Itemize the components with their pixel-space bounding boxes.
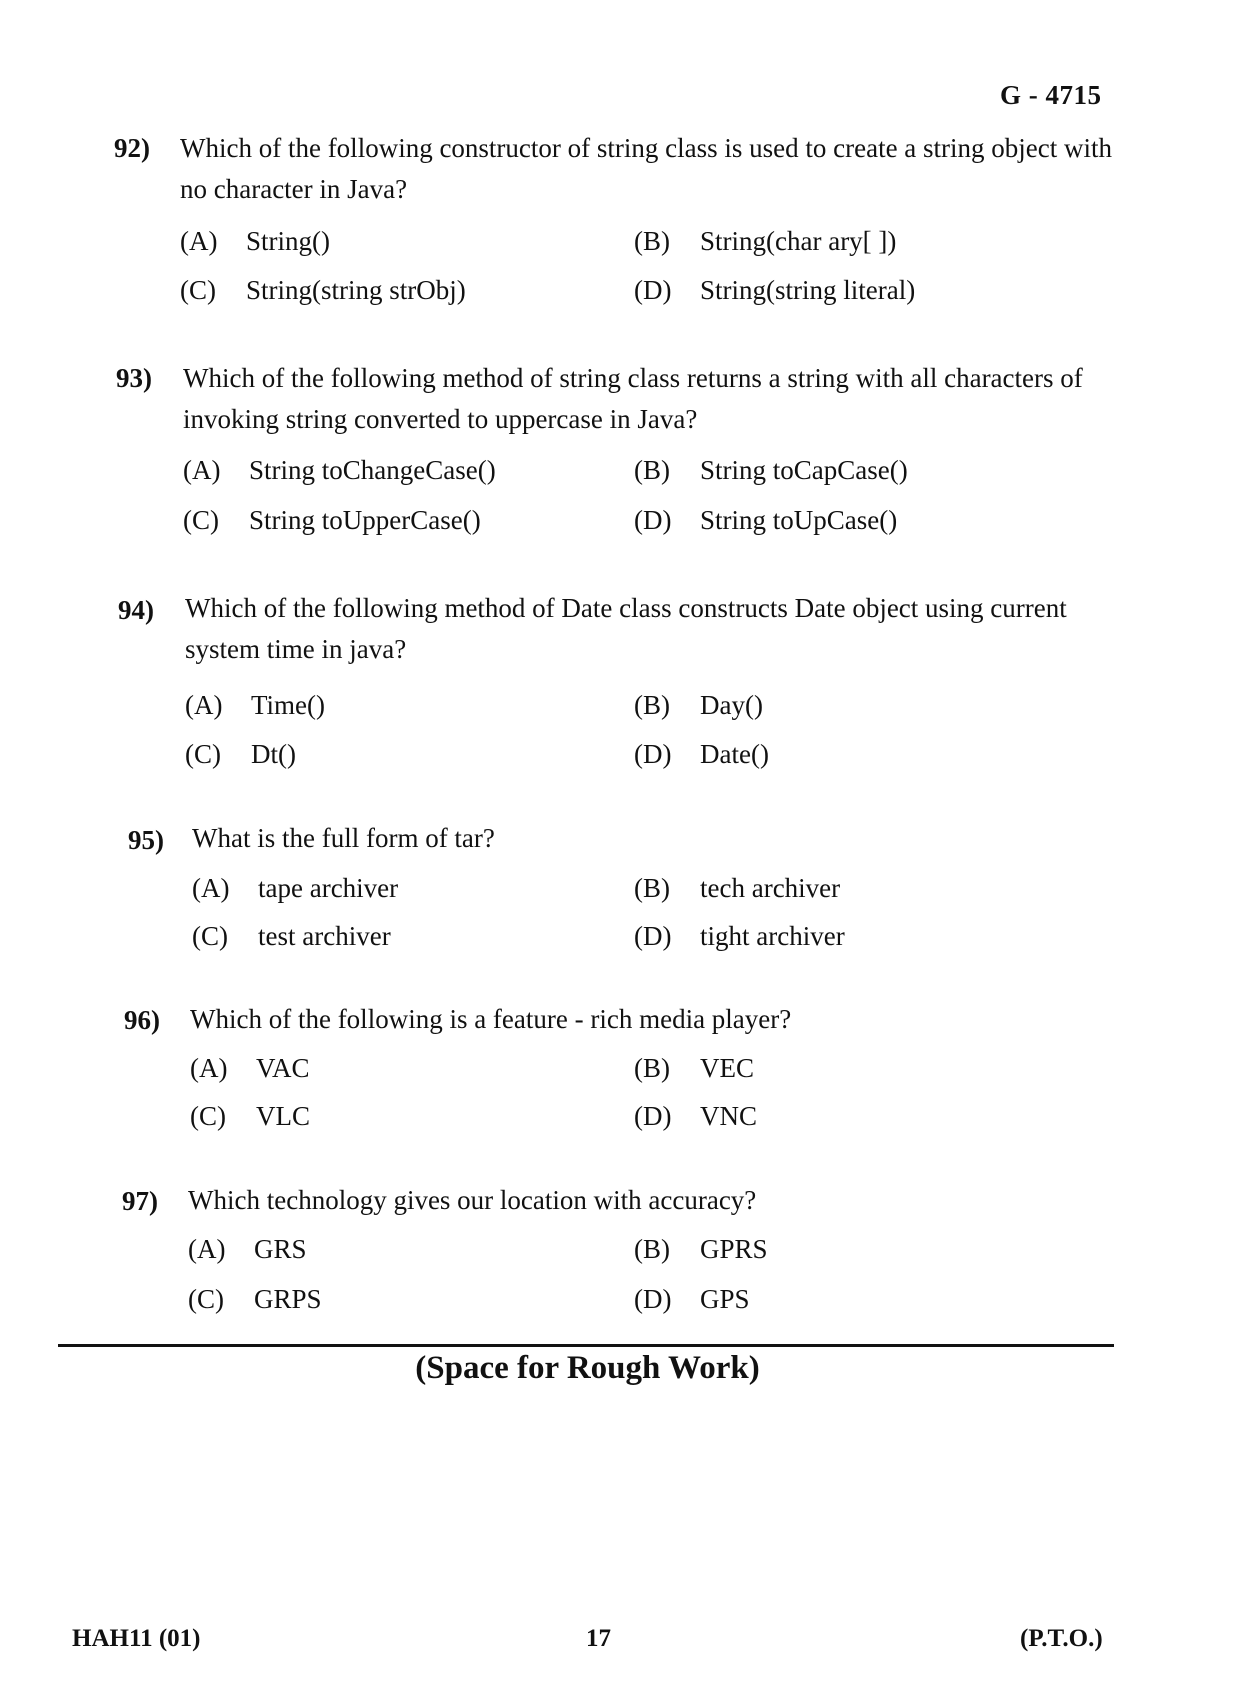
option-letter: (D): [634, 505, 672, 535]
option-b: [634, 873, 840, 904]
option-text: VNC: [700, 1101, 758, 1131]
option-letter: (A): [180, 226, 218, 256]
option-c: [180, 275, 466, 306]
option-letter: (A): [192, 873, 230, 903]
option-text: String(): [246, 226, 330, 256]
option-text: Day(): [700, 690, 763, 720]
option-letter: (D): [634, 1284, 672, 1314]
option-letter: (A): [185, 690, 223, 720]
question-number: 92): [114, 133, 150, 163]
option-text: test archiver: [258, 921, 391, 951]
option-letter: (C): [183, 505, 219, 535]
option-text: GRPS: [254, 1284, 322, 1314]
option-a: [183, 455, 496, 486]
question-number: 96): [124, 1005, 160, 1035]
option-b: [634, 1053, 754, 1084]
option-letter: (C): [190, 1101, 226, 1131]
option-text: String toCapCase(): [700, 455, 908, 485]
question-text: What is the full form of tar?: [192, 823, 495, 853]
option-c: [190, 1101, 310, 1132]
option-text: String toUpperCase(): [249, 505, 481, 535]
option-letter: (C): [185, 739, 221, 769]
option-d: [634, 1101, 757, 1132]
option-a: [185, 690, 325, 721]
option-text: VAC: [256, 1053, 310, 1083]
footer-page-number: 17: [586, 1625, 611, 1652]
option-text: String toUpCase(): [700, 505, 898, 535]
option-letter: (D): [634, 1101, 672, 1131]
question-text: Which of the following constructor of string class is used to create a string object with no character in Java?: [180, 133, 1113, 204]
paper-code: G - 4715: [1000, 80, 1102, 110]
option-b: [634, 690, 763, 721]
option-b: [634, 455, 908, 486]
option-c: [183, 505, 481, 536]
option-letter: (D): [634, 275, 672, 305]
option-letter: (C): [188, 1284, 224, 1314]
footer-code: HAH11 (01): [72, 1625, 201, 1652]
question-text: Which technology gives our location with accuracy?: [188, 1185, 757, 1215]
option-d: [634, 275, 915, 306]
option-d: [634, 921, 845, 952]
option-letter: (A): [188, 1234, 226, 1264]
option-text: GPRS: [700, 1234, 768, 1264]
question-text: Which of the following method of string class returns a string with all characters of invoking string converted to uppercase in Java?: [183, 363, 1083, 434]
option-b: [634, 1234, 768, 1265]
option-a: [190, 1053, 310, 1084]
option-b: [634, 226, 896, 257]
option-a: [188, 1234, 307, 1265]
option-letter: (B): [634, 1234, 670, 1264]
question-number: 93): [116, 363, 152, 393]
footer-pto: (P.T.O.): [1020, 1625, 1103, 1652]
option-text: GPS: [700, 1284, 750, 1314]
option-text: String(string literal): [700, 275, 916, 305]
option-c: [188, 1284, 322, 1315]
option-a: [192, 873, 398, 904]
question-number: 97): [122, 1186, 158, 1216]
option-text: String(char ary[ ]): [700, 226, 897, 256]
option-text: tape archiver: [258, 873, 399, 903]
option-text: VEC: [700, 1053, 754, 1083]
option-text: VLC: [256, 1101, 310, 1131]
option-letter: (A): [190, 1053, 228, 1083]
question-text: Which of the following is a feature - rich media player?: [190, 1004, 792, 1034]
option-text: GRS: [254, 1234, 307, 1264]
option-text: Time(): [251, 690, 326, 720]
option-letter: (B): [634, 690, 670, 720]
option-letter: (B): [634, 1053, 670, 1083]
option-text: tight archiver: [700, 921, 845, 951]
option-text: Dt(): [251, 739, 296, 769]
rough-work-heading: (Space for Rough Work): [415, 1350, 760, 1386]
option-text: String toChangeCase(): [249, 455, 496, 485]
option-c: [192, 921, 391, 952]
option-letter: (B): [634, 873, 670, 903]
option-letter: (D): [634, 921, 672, 951]
option-letter: (D): [634, 739, 672, 769]
option-c: [185, 739, 296, 770]
option-letter: (B): [634, 455, 670, 485]
option-letter: (A): [183, 455, 221, 485]
option-letter: (C): [180, 275, 216, 305]
option-d: [634, 505, 897, 536]
option-text: tech archiver: [700, 873, 841, 903]
option-letter: (C): [192, 921, 228, 951]
question-number: 94): [118, 595, 154, 625]
question-number: 95): [128, 825, 164, 855]
option-text: Date(): [700, 739, 769, 769]
option-d: [634, 739, 769, 770]
option-a: [180, 226, 330, 257]
option-letter: (B): [634, 226, 670, 256]
option-d: [634, 1284, 750, 1315]
divider-line: [58, 1344, 1114, 1347]
question-text: Which of the following method of Date class constructs Date object using current system time in java?: [185, 593, 1067, 664]
option-text: String(string strObj): [246, 275, 466, 305]
